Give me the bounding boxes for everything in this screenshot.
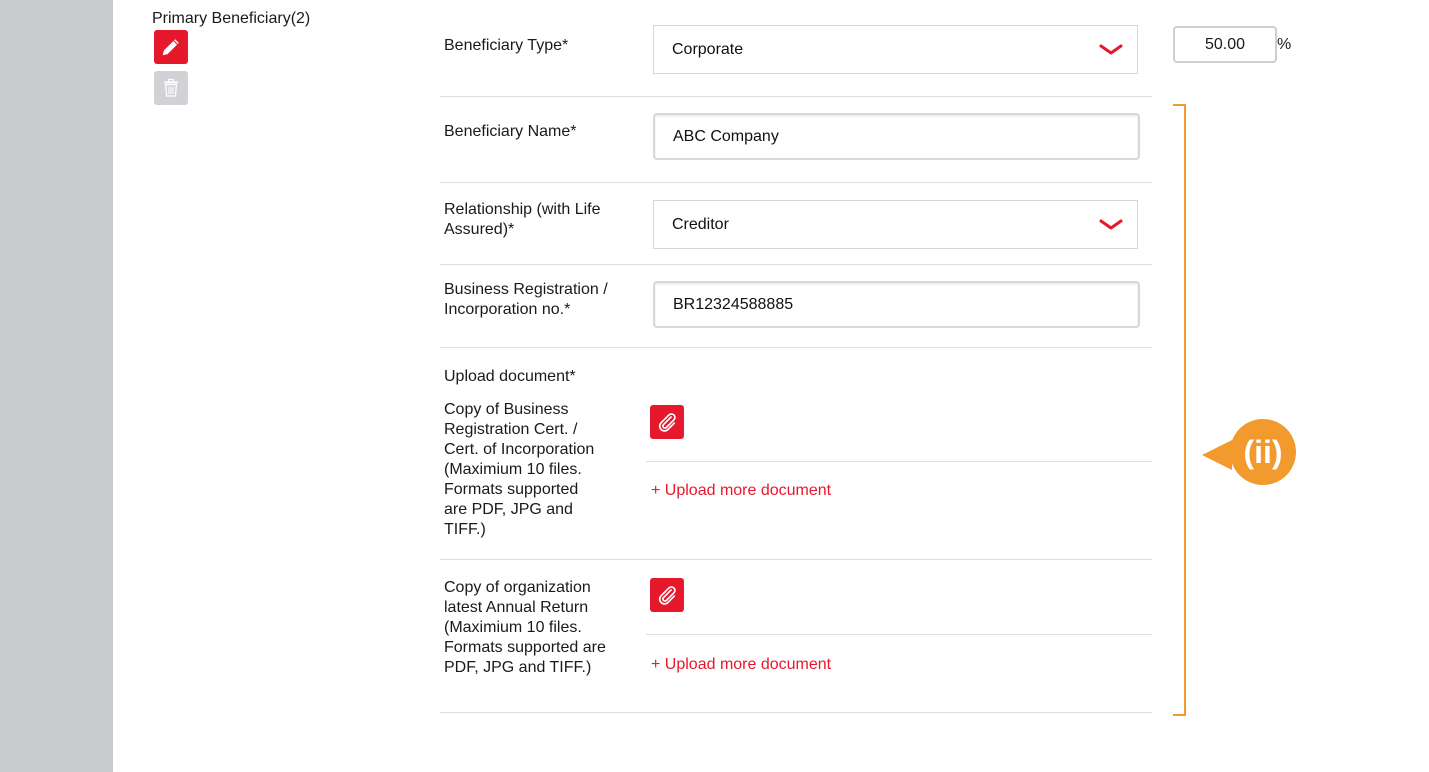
business-reg-label xyxy=(444,280,608,320)
edit-button[interactable] xyxy=(154,30,188,64)
section-title: Primary Beneficiary(2) xyxy=(152,10,311,27)
divider xyxy=(646,634,1152,635)
chevron-down-icon xyxy=(1099,44,1123,56)
relationship-label-line: Assured)* xyxy=(444,221,515,238)
doc2-description-line: PDF, JPG and TIFF.) xyxy=(444,659,592,676)
relationship-label-line: Relationship (with Life xyxy=(444,201,601,218)
divider xyxy=(440,182,1152,183)
doc1-description-line: Formats supported xyxy=(444,481,579,498)
doc1-description-line: are PDF, JPG and xyxy=(444,501,573,518)
beneficiary-name-label: Beneficiary Name* xyxy=(444,123,577,140)
doc2-description-line: (Maximium 10 files. xyxy=(444,619,582,636)
doc1-upload-more-link[interactable]: + Upload more document xyxy=(651,482,832,499)
callout-label: (ii) xyxy=(1243,434,1283,470)
upload-heading: Upload document* xyxy=(444,368,576,385)
doc2-description-line: latest Annual Return xyxy=(444,599,589,616)
percent-sign: % xyxy=(1277,36,1292,53)
doc1-description-line: Cert. of Incorporation xyxy=(444,441,595,458)
paperclip-icon xyxy=(656,584,678,606)
beneficiary-name-value: ABC Company xyxy=(673,127,779,145)
beneficiary-type-select[interactable] xyxy=(653,25,1138,74)
callout-bubble xyxy=(1198,418,1300,486)
relationship-label xyxy=(444,200,601,240)
doc1-description-line: (Maximium 10 files. xyxy=(444,461,582,478)
doc1-description xyxy=(444,400,594,540)
business-reg-input[interactable] xyxy=(653,281,1140,328)
divider xyxy=(646,461,1152,462)
share-percentage-input[interactable]: 50.00 xyxy=(1173,26,1277,63)
beneficiary-type-label: Beneficiary Type* xyxy=(444,37,569,54)
divider xyxy=(440,712,1152,713)
paperclip-icon xyxy=(656,411,678,433)
business-reg-label-line: Incorporation no.* xyxy=(444,301,571,318)
doc2-description xyxy=(444,578,606,678)
doc1-description-line: TIFF.) xyxy=(444,521,486,538)
divider xyxy=(440,347,1152,348)
relationship-value: Creditor xyxy=(672,215,729,233)
beneficiary-type-value: Corporate xyxy=(672,40,744,58)
pencil-icon xyxy=(160,36,182,58)
doc2-description-line: Formats supported are xyxy=(444,639,606,656)
divider xyxy=(440,96,1152,97)
annotation-bracket xyxy=(1173,104,1186,716)
doc2-attach-button[interactable] xyxy=(650,578,684,612)
doc2-upload-more-link[interactable]: + Upload more document xyxy=(651,656,832,673)
divider xyxy=(440,559,1152,560)
delete-button[interactable] xyxy=(154,71,188,105)
chevron-down-icon xyxy=(1099,219,1123,231)
left-sidebar xyxy=(0,0,113,772)
divider xyxy=(440,264,1152,265)
doc1-description-line: Registration Cert. / xyxy=(444,421,578,438)
doc1-description-line: Copy of Business xyxy=(444,401,569,418)
relationship-select[interactable] xyxy=(653,200,1138,249)
business-reg-label-line: Business Registration / xyxy=(444,281,608,298)
business-reg-value: BR12324588885 xyxy=(673,295,794,313)
doc1-attach-button[interactable] xyxy=(650,405,684,439)
beneficiary-name-input[interactable] xyxy=(653,113,1140,160)
doc2-description-line: Copy of organization xyxy=(444,579,591,596)
trash-icon xyxy=(163,79,179,97)
